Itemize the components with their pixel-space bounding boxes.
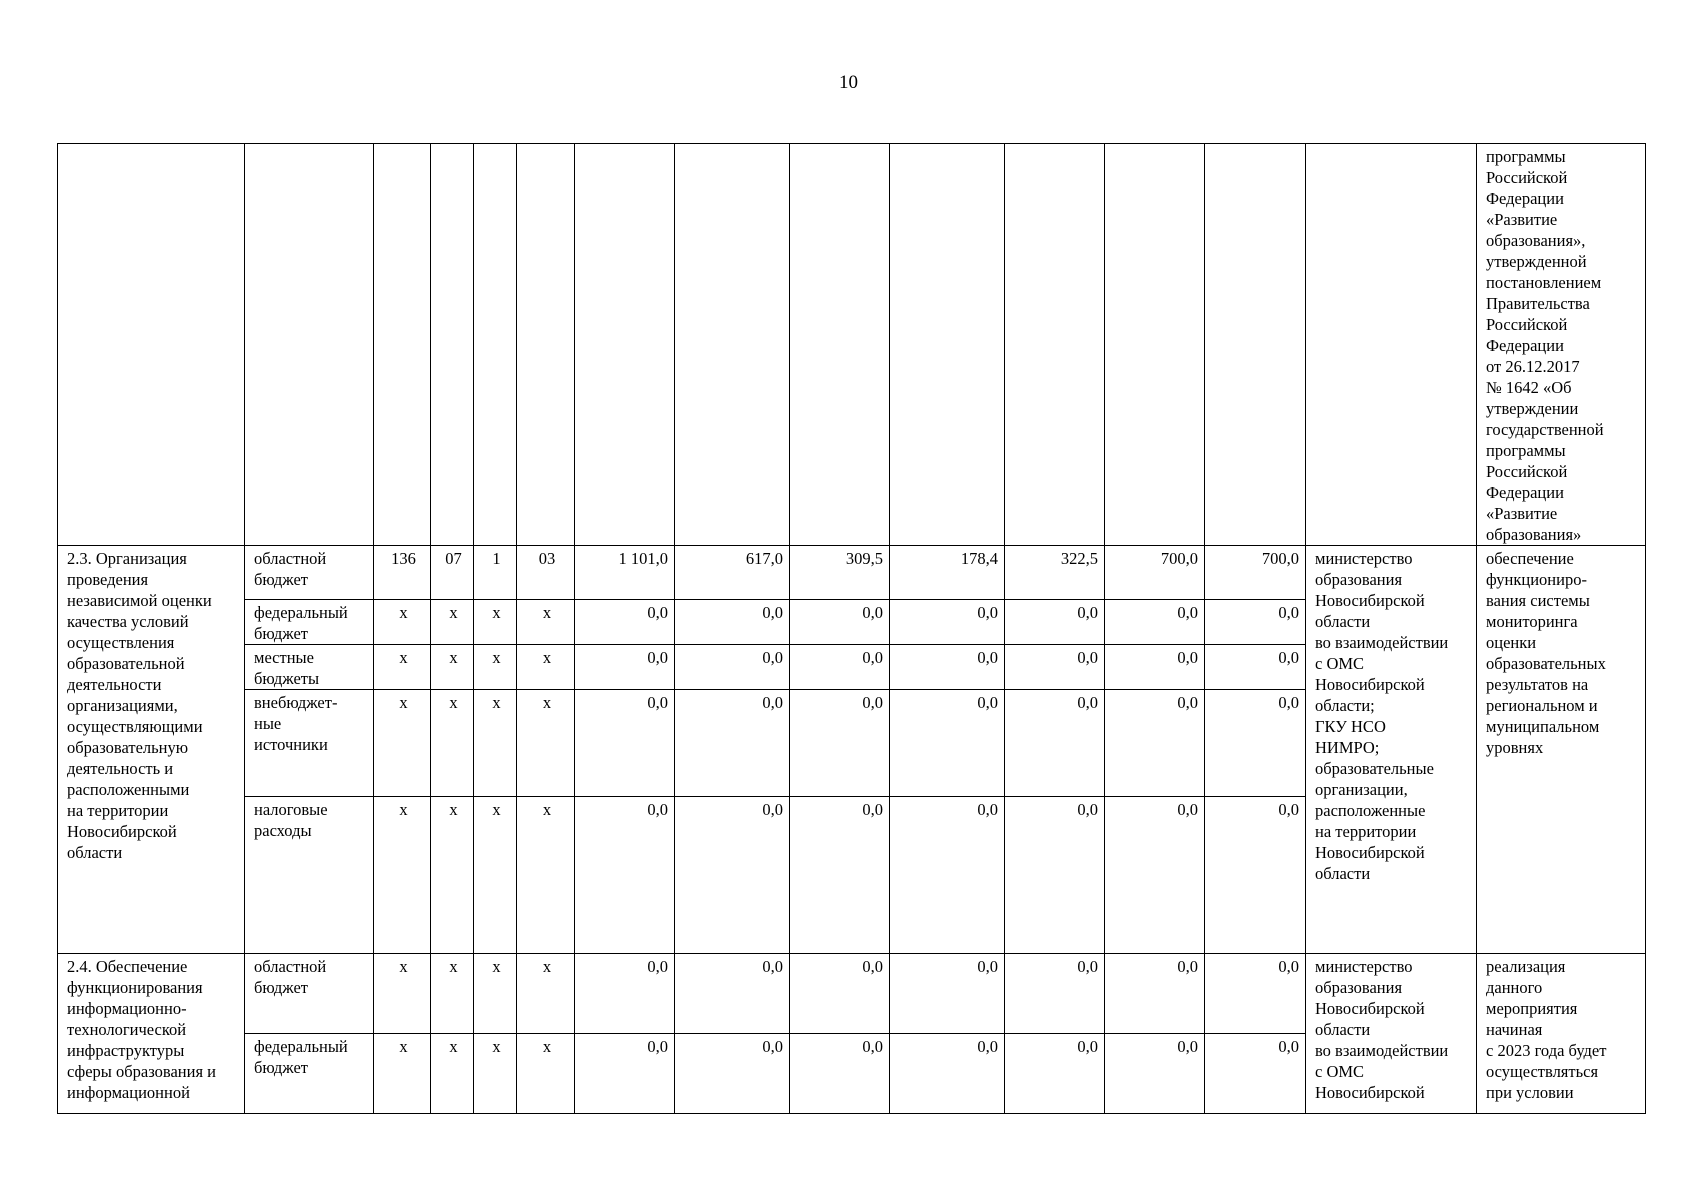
code-cell: х bbox=[374, 645, 431, 690]
table-row bbox=[58, 546, 1646, 600]
code-cell: х bbox=[517, 797, 575, 954]
value-cell: 0,0 bbox=[790, 1034, 890, 1114]
funding-source: внебюджет- ные источники bbox=[245, 690, 374, 797]
value-cell: 0,0 bbox=[790, 690, 890, 797]
code-cell: х bbox=[431, 645, 474, 690]
funding-source: областной бюджет bbox=[245, 954, 374, 1034]
empty-cell bbox=[245, 144, 374, 546]
empty-cell bbox=[517, 144, 575, 546]
value-cell: 0,0 bbox=[890, 600, 1005, 645]
continuation-row bbox=[58, 144, 1646, 546]
code-cell: х bbox=[374, 1034, 431, 1114]
value-cell: 0,0 bbox=[1205, 600, 1306, 645]
code-cell: х bbox=[517, 690, 575, 797]
value-cell: 0,0 bbox=[890, 797, 1005, 954]
value-cell: 0,0 bbox=[890, 1034, 1005, 1114]
funding-source: областной бюджет bbox=[245, 546, 374, 600]
code-cell: х bbox=[374, 797, 431, 954]
funding-source: федеральный бюджет bbox=[245, 600, 374, 645]
page-number: 10 bbox=[839, 72, 858, 93]
measure-title: 2.4. Обеспечение функционирования информационно- технологической инфраструктуры сферы образования и информационной bbox=[58, 954, 245, 1114]
code-cell: х bbox=[431, 690, 474, 797]
code-cell: х bbox=[517, 600, 575, 645]
value-cell: 0,0 bbox=[1105, 600, 1205, 645]
value-cell: 617,0 bbox=[675, 546, 790, 600]
value-cell: 0,0 bbox=[575, 690, 675, 797]
code-cell: 136 bbox=[374, 546, 431, 600]
code-cell: 03 bbox=[517, 546, 575, 600]
empty-cell bbox=[675, 144, 790, 546]
empty-cell bbox=[431, 144, 474, 546]
empty-cell bbox=[1205, 144, 1306, 546]
code-cell: х bbox=[431, 1034, 474, 1114]
value-cell: 0,0 bbox=[790, 954, 890, 1034]
value-cell: 0,0 bbox=[1105, 797, 1205, 954]
code-cell: х bbox=[431, 797, 474, 954]
value-cell: 0,0 bbox=[1005, 1034, 1105, 1114]
value-cell: 0,0 bbox=[675, 1034, 790, 1114]
value-cell: 0,0 bbox=[890, 954, 1005, 1034]
value-cell: 0,0 bbox=[790, 600, 890, 645]
executor-cell: министерство образования Новосибирской области во взаимодействии с ОМС Новосибирской bbox=[1306, 954, 1477, 1114]
funding-source: местные бюджеты bbox=[245, 645, 374, 690]
value-cell: 0,0 bbox=[675, 645, 790, 690]
executor-cell: министерство образования Новосибирской области во взаимодействии с ОМС Новосибирской области; ГКУ НСО НИМРО; образовательные организации, расположенные на территории Новосибирской области bbox=[1306, 546, 1477, 954]
value-cell: 0,0 bbox=[675, 690, 790, 797]
value-cell: 700,0 bbox=[1205, 546, 1306, 600]
code-cell: х bbox=[374, 954, 431, 1034]
empty-cell bbox=[790, 144, 890, 546]
funding-source: налоговые расходы bbox=[245, 797, 374, 954]
code-cell: х bbox=[374, 600, 431, 645]
program-measures-table bbox=[57, 143, 1646, 1114]
value-cell: 0,0 bbox=[890, 690, 1005, 797]
empty-cell bbox=[1105, 144, 1205, 546]
code-cell: х bbox=[474, 954, 517, 1034]
empty-cell bbox=[374, 144, 431, 546]
value-cell: 0,0 bbox=[1105, 690, 1205, 797]
value-cell: 0,0 bbox=[1105, 1034, 1205, 1114]
value-cell: 0,0 bbox=[1205, 797, 1306, 954]
funding-source: федеральный бюджет bbox=[245, 1034, 374, 1114]
code-cell: х bbox=[474, 600, 517, 645]
value-cell: 309,5 bbox=[790, 546, 890, 600]
code-cell: х bbox=[431, 954, 474, 1034]
value-cell: 0,0 bbox=[1205, 1034, 1306, 1114]
result-cell: обеспечение функциониро- вания системы мониторинга оценки образовательных результатов на региональном и муниципальном уровнях bbox=[1477, 546, 1646, 954]
goal-text-cell: программы Российской Федерации «Развитие образования», утвержденной постановлением Правительства Российской Федерации от 26.12.2017 № 1642 «Об утверждении государственной программы Российской Федерации «Развитие образования» bbox=[1477, 144, 1646, 546]
empty-cell bbox=[890, 144, 1005, 546]
value-cell: 700,0 bbox=[1105, 546, 1205, 600]
code-cell: 07 bbox=[431, 546, 474, 600]
value-cell: 0,0 bbox=[1005, 797, 1105, 954]
result-cell: реализация данного мероприятия начиная с 2023 года будет осуществляться при условии bbox=[1477, 954, 1646, 1114]
value-cell: 0,0 bbox=[1205, 690, 1306, 797]
code-cell: х bbox=[474, 645, 517, 690]
value-cell: 1 101,0 bbox=[575, 546, 675, 600]
value-cell: 178,4 bbox=[890, 546, 1005, 600]
code-cell: 1 bbox=[474, 546, 517, 600]
value-cell: 0,0 bbox=[675, 954, 790, 1034]
code-cell: х bbox=[374, 690, 431, 797]
code-cell: х bbox=[517, 645, 575, 690]
value-cell: 0,0 bbox=[575, 954, 675, 1034]
value-cell: 0,0 bbox=[575, 797, 675, 954]
code-cell: х bbox=[474, 797, 517, 954]
value-cell: 0,0 bbox=[790, 645, 890, 690]
value-cell: 0,0 bbox=[675, 600, 790, 645]
value-cell: 0,0 bbox=[890, 645, 1005, 690]
table-row bbox=[58, 954, 1646, 1034]
value-cell: 322,5 bbox=[1005, 546, 1105, 600]
value-cell: 0,0 bbox=[575, 645, 675, 690]
empty-cell bbox=[474, 144, 517, 546]
value-cell: 0,0 bbox=[790, 797, 890, 954]
code-cell: х bbox=[431, 600, 474, 645]
code-cell: х bbox=[474, 690, 517, 797]
value-cell: 0,0 bbox=[575, 1034, 675, 1114]
value-cell: 0,0 bbox=[1105, 954, 1205, 1034]
value-cell: 0,0 bbox=[575, 600, 675, 645]
code-cell: х bbox=[517, 954, 575, 1034]
code-cell: х bbox=[474, 1034, 517, 1114]
empty-cell bbox=[1005, 144, 1105, 546]
value-cell: 0,0 bbox=[1205, 954, 1306, 1034]
measure-title: 2.3. Организация проведения независимой оценки качества условий осуществления образовательной деятельности организациями, осуществляющими образовательную деятельность и расположенными на территории Новосибирской области bbox=[58, 546, 245, 954]
value-cell: 0,0 bbox=[1005, 954, 1105, 1034]
value-cell: 0,0 bbox=[1205, 645, 1306, 690]
empty-cell bbox=[58, 144, 245, 546]
value-cell: 0,0 bbox=[1105, 645, 1205, 690]
value-cell: 0,0 bbox=[1005, 600, 1105, 645]
empty-cell bbox=[1306, 144, 1477, 546]
code-cell: х bbox=[517, 1034, 575, 1114]
value-cell: 0,0 bbox=[1005, 690, 1105, 797]
value-cell: 0,0 bbox=[1005, 645, 1105, 690]
value-cell: 0,0 bbox=[675, 797, 790, 954]
empty-cell bbox=[575, 144, 675, 546]
